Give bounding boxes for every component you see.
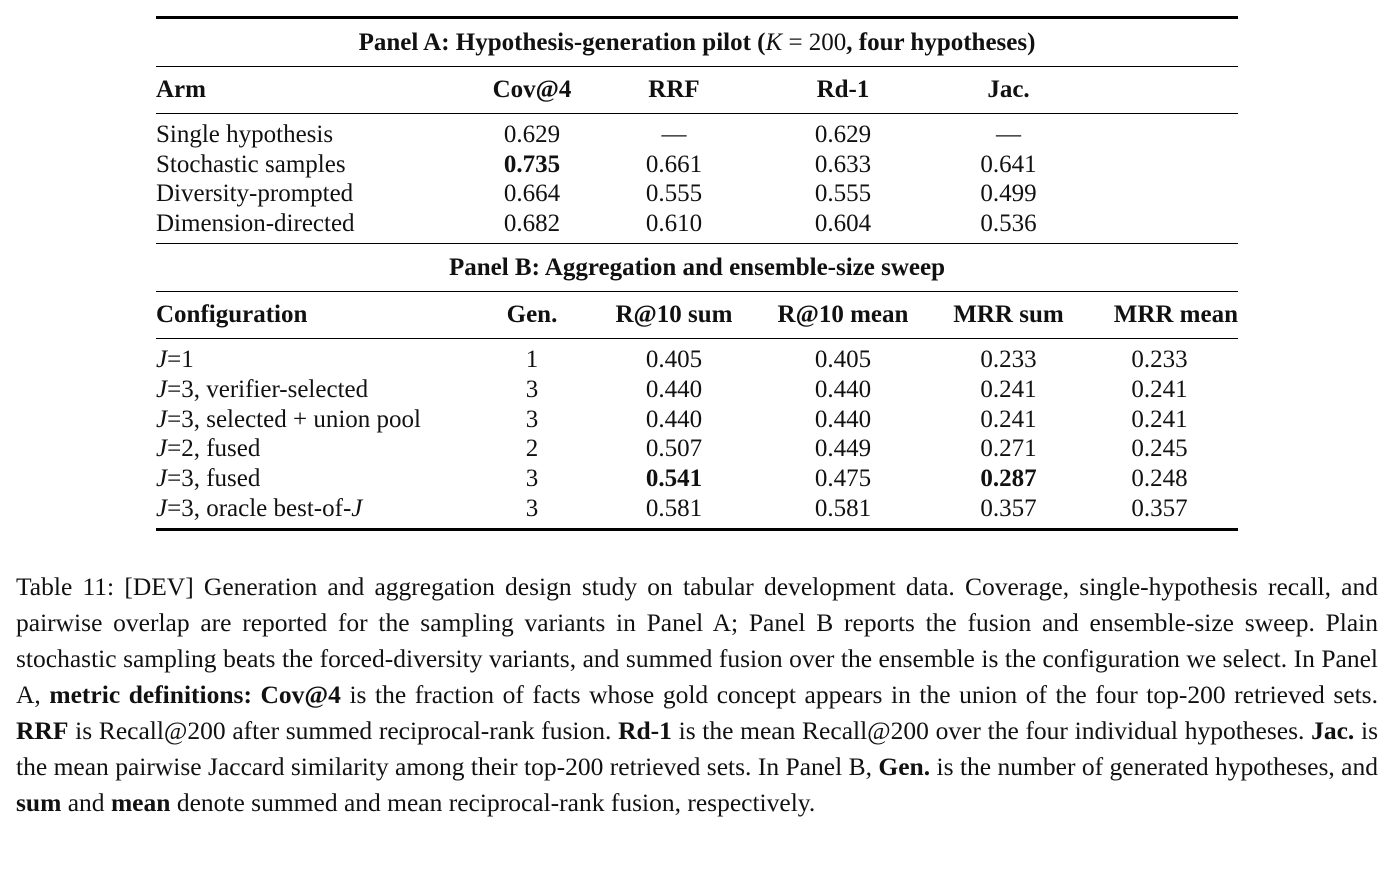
header-mrr-mean: MRR mean (1081, 292, 1238, 339)
caption-text: is the number of generated hypotheses, and (930, 752, 1378, 781)
jac-cell: 0.499 (980, 180, 1037, 208)
r10-mean-cell: 0.449 (814, 435, 872, 463)
panel-a-title-var: K (765, 28, 783, 56)
panel-b-title: Panel B: Aggregation and ensemble-size sweep (156, 244, 1238, 292)
caption-bold-term: metric definitions: Cov@4 (49, 680, 341, 709)
r10-mean-cell: 0.475 (814, 465, 872, 493)
header-jac: Jac. (936, 67, 1081, 114)
header-r10-mean: R@10 mean (750, 292, 936, 339)
caption-bold-term: Gen. (878, 752, 931, 781)
cov4-cell: 0.682 (503, 210, 561, 238)
caption-text: and (61, 788, 111, 817)
gen-cell: 1 (466, 339, 598, 375)
results-table (156, 16, 1238, 531)
caption-bold-term: Rd-1 (618, 716, 672, 745)
panel-a-title-prefix: Panel A: Hypothesis-generation pilot ( (358, 28, 766, 56)
configuration-cell (156, 375, 466, 405)
panel-a-header-row (156, 67, 1238, 114)
arm-cell: Diversity-prompted (156, 180, 354, 208)
header-arm: Arm (156, 67, 466, 114)
panel-a-title (156, 18, 1238, 67)
header-cov4: Cov@4 (466, 67, 598, 114)
gen-cell: 3 (466, 494, 598, 529)
gen-cell: 2 (525, 435, 539, 463)
r10-mean-cell: 0.440 (814, 375, 872, 403)
header-rd1: Rd-1 (750, 67, 936, 114)
panel-b-title-row (156, 244, 1238, 292)
jac-cell: 0.641 (980, 150, 1037, 178)
config-rest: , oracle best-of- (193, 495, 352, 523)
config-eq: =2 (167, 435, 194, 463)
gen-cell: 3 (525, 405, 539, 433)
caption-text: Table 11: [DEV] Generation and aggregation design study on tabular development data. Coverage, single-hypothesis recall, and pairwise overlap are reported for the sampling variants in Panel A; Panel B reports the fusion and ensemble-size sweep. Plain stochastic sampling beats the forced-diversity variants, and summed fusion over the ensemble is the configuration we select. In Panel A, (16, 572, 1378, 709)
r10-mean-cell: 0.405 (750, 339, 936, 375)
config-var: J (156, 465, 168, 493)
header-rrf: RRF (598, 67, 750, 114)
table-row (156, 114, 1238, 150)
empty-cell (1081, 150, 1238, 180)
mrr-sum-cell: 0.241 (980, 405, 1037, 433)
mrr-sum-cell: 0.357 (936, 494, 1081, 529)
cov4-cell: 0.629 (466, 114, 598, 150)
config-var: J (156, 495, 168, 523)
mrr-mean-cell: 0.248 (1131, 465, 1188, 493)
panel-a-title-suffix: , four hypotheses) (846, 28, 1036, 56)
config-tail-var: J (351, 495, 363, 523)
config-eq: =3 (167, 375, 194, 403)
configuration-cell (156, 339, 466, 375)
table-caption (16, 569, 1378, 821)
r10-sum-cell-best: 0.541 (645, 465, 703, 493)
cov4-cell: 0.664 (503, 180, 561, 208)
rrf-cell: — (598, 114, 750, 150)
mrr-sum-cell: 0.271 (980, 435, 1037, 463)
caption-bold-term: mean (110, 788, 171, 817)
empty-cell (1081, 114, 1238, 150)
mrr-sum-cell-best: 0.287 (980, 465, 1037, 493)
rd1-cell: 0.555 (814, 180, 872, 208)
gen-cell: 3 (525, 375, 539, 403)
table-row (156, 180, 1238, 210)
config-var: J (156, 375, 168, 403)
rd1-cell: 0.629 (750, 114, 936, 150)
mrr-mean-cell: 0.245 (1131, 435, 1188, 463)
r10-sum-cell: 0.581 (598, 494, 750, 529)
caption-text: is the mean Recall@200 over the four individual hypotheses. (671, 716, 1312, 745)
config-eq: =1 (167, 346, 194, 374)
caption-text: is the mean pairwise Jaccard similarity among their top-200 retrieved sets. In Panel B, (16, 716, 1378, 781)
gen-cell: 3 (525, 465, 539, 493)
empty-cell (1081, 180, 1238, 210)
caption-text: is the fraction of facts whose gold concept appears in the union of the four top-200 retrieved sets. (340, 680, 1378, 709)
mrr-mean-cell: 0.233 (1081, 339, 1238, 375)
r10-sum-cell: 0.440 (645, 405, 703, 433)
config-var: J (156, 405, 168, 433)
panel-a-title-num: 200 (808, 28, 847, 56)
header-empty (1081, 67, 1238, 114)
caption-bold-term: sum (16, 788, 62, 817)
table-row (156, 494, 1238, 529)
r10-sum-cell: 0.405 (598, 339, 750, 375)
rd1-cell: 0.604 (814, 210, 872, 238)
r10-sum-cell: 0.440 (645, 375, 703, 403)
caption-text: denote summed and mean reciprocal-rank fusion, respectively. (170, 788, 816, 817)
table-row (156, 339, 1238, 375)
r10-mean-cell: 0.581 (750, 494, 936, 529)
config-rest: , verifier-selected (193, 375, 369, 403)
table-row (156, 464, 1238, 494)
mrr-mean-cell: 0.357 (1081, 494, 1238, 529)
configuration-cell (156, 405, 466, 435)
arm-cell: Stochastic samples (156, 150, 346, 178)
jac-cell: 0.536 (980, 210, 1037, 238)
config-eq: =3 (167, 405, 194, 433)
jac-cell: — (936, 114, 1081, 150)
configuration-cell (156, 435, 466, 465)
caption-bold-term: RRF (16, 716, 69, 745)
configuration-cell (156, 464, 466, 494)
results-table-container (156, 16, 1238, 531)
config-rest: , fused (193, 435, 261, 463)
r10-sum-cell: 0.507 (645, 435, 703, 463)
rrf-cell: 0.610 (645, 210, 703, 238)
r10-mean-cell: 0.440 (814, 405, 872, 433)
mrr-sum-cell: 0.241 (980, 375, 1037, 403)
mrr-mean-cell: 0.241 (1131, 405, 1188, 433)
panel-b-header-row (156, 292, 1238, 339)
table-row (156, 150, 1238, 180)
header-r10-sum: R@10 sum (598, 292, 750, 339)
config-eq: =3 (167, 495, 194, 523)
panel-a-title-eq: = (782, 28, 809, 56)
cov4-cell-best: 0.735 (503, 150, 561, 178)
rrf-cell: 0.661 (645, 150, 703, 178)
config-eq: =3 (167, 465, 194, 493)
table-row (156, 209, 1238, 243)
table-row (156, 435, 1238, 465)
header-mrr-sum: MRR sum (936, 292, 1081, 339)
arm-cell: Single hypothesis (156, 114, 466, 150)
arm-cell: Dimension-directed (156, 210, 355, 238)
mrr-sum-cell: 0.233 (936, 339, 1081, 375)
caption-bold-term: Jac. (1311, 716, 1355, 745)
header-gen: Gen. (466, 292, 598, 339)
header-configuration: Configuration (156, 292, 466, 339)
table-row (156, 375, 1238, 405)
config-rest: , selected + union pool (193, 405, 421, 433)
empty-cell (1081, 209, 1238, 243)
mrr-mean-cell: 0.241 (1131, 375, 1188, 403)
panel-a-title-row (156, 18, 1238, 67)
config-rest: , fused (193, 465, 261, 493)
config-var: J (156, 435, 168, 463)
caption-text: is Recall@200 after summed reciprocal-rank fusion. (68, 716, 619, 745)
rd1-cell: 0.633 (814, 150, 872, 178)
configuration-cell (156, 494, 466, 529)
config-var: J (156, 346, 168, 374)
rrf-cell: 0.555 (645, 180, 703, 208)
table-row (156, 405, 1238, 435)
